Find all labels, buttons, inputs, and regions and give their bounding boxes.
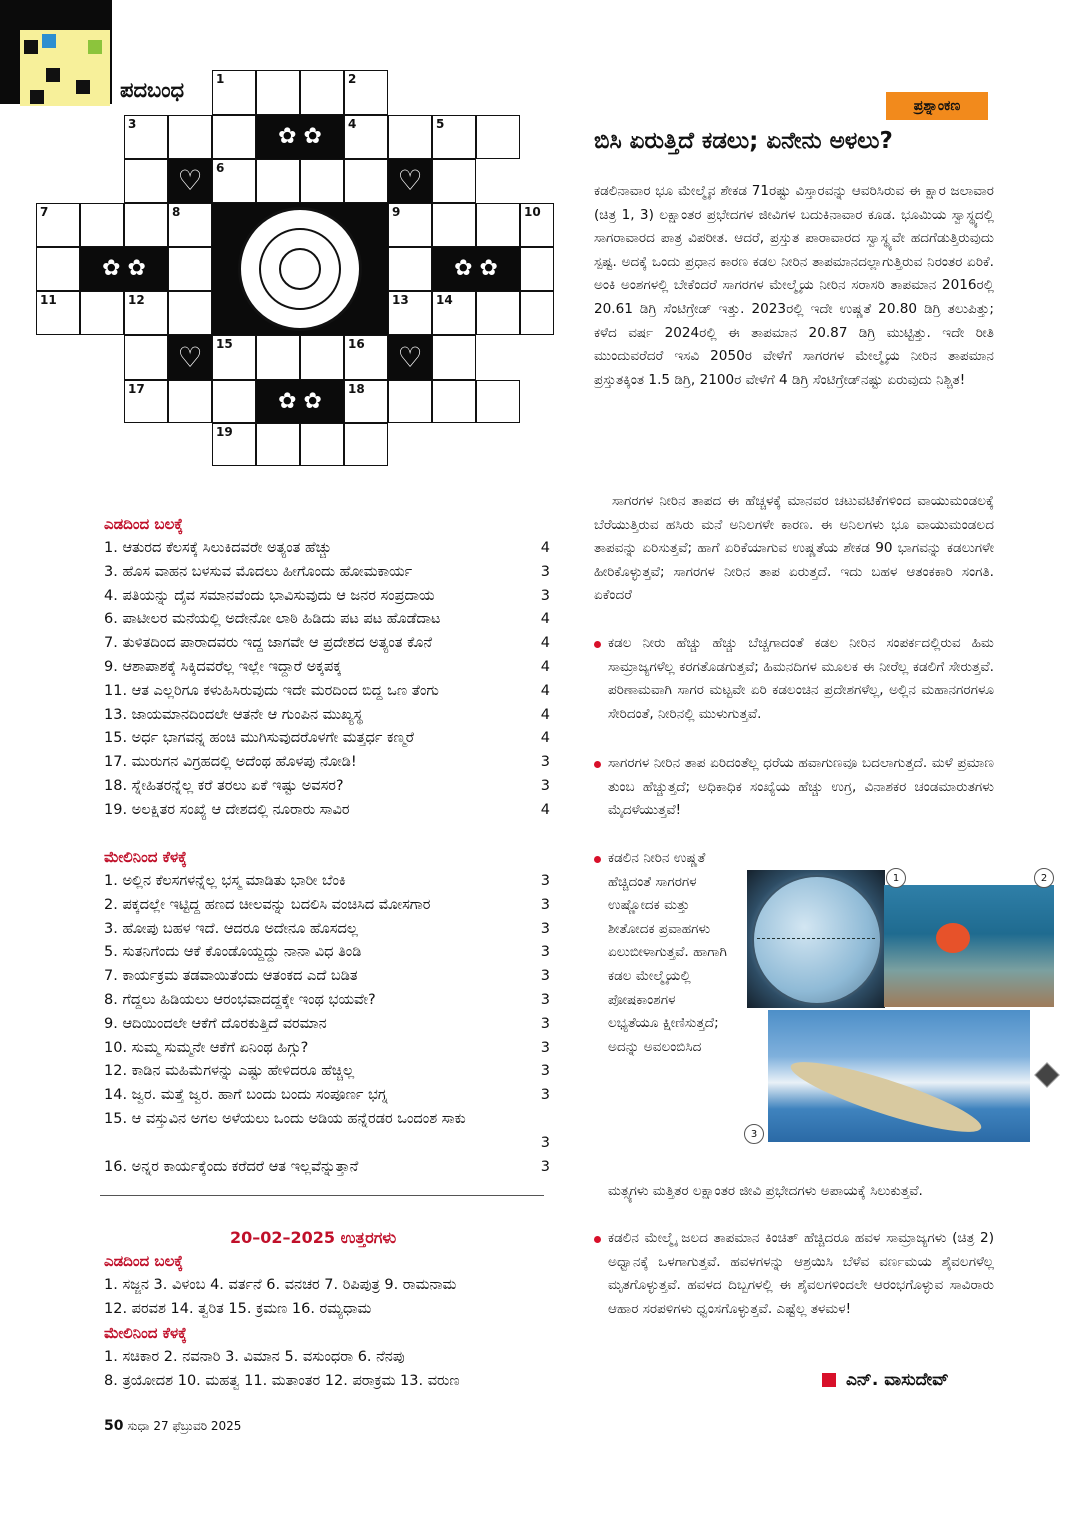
- clue-length: 4: [540, 611, 550, 628]
- clue-text: 9. ಆಶಾಪಾಶಕ್ಕೆ ಸಿಕ್ಕಿದವರೆಲ್ಲ ಇಲ್ಲೇ ಇದ್ದಾರೆ ಅಕ್ಕಪಕ್ಕ: [104, 658, 342, 675]
- clue-number: 4: [348, 117, 357, 131]
- answers-line: 12. ಪರವಶ 14. ತ್ವರಿತ 15. ಕ್ರಮಣ 16. ರಮ್ಯಧಾಮ: [104, 1301, 372, 1317]
- clue-item: [104, 1060, 550, 1084]
- answers-line: 1. ಸಚಿಕಾರ 2. ನವನಾರಿ 3. ವಿಮಾನ 5. ವಸುಂಧರಾ 6. ನೆನಪು: [104, 1349, 405, 1365]
- clue-length: 3: [540, 1015, 550, 1032]
- grid-cell[interactable]: [124, 335, 168, 380]
- decorative-block: [256, 380, 344, 423]
- grid-cell[interactable]: [256, 159, 300, 203]
- clue-item: [104, 656, 550, 680]
- clue-text: 17. ಮುರುಗನ ವಿಗ್ರಹದಲ್ಲಿ ಅದೆಂಥ ಹೊಳಪು ನೋಡಿ!: [104, 754, 357, 771]
- grid-cell[interactable]: [388, 380, 432, 423]
- grid-cell[interactable]: [344, 423, 388, 466]
- grid-cell[interactable]: [432, 203, 476, 247]
- clue-text: 18. ಸ್ನೇಹಿತರನ್ನೆಲ್ಲ ಕರೆ ತರಲು ಏಕೆ ಇಷ್ಟು ಅವಸರ?: [104, 777, 344, 794]
- grid-cell[interactable]: [520, 203, 554, 247]
- across-clue-list: [104, 537, 550, 823]
- fish-image: [936, 923, 970, 953]
- bullet-text: ಕಡಲಿನ ಮೇಲ್ಮೈ ಜಲದ ತಾಪಮಾನ ಕಿಂಚಿತ್ ಹೆಚ್ಚಿದರೂ ಹವಳ ಸಾಮ್ರಾಜ್ಯಗಳು (ಚಿತ್ರ 2) ಅಧ್ವಾನಕ್ಕೆ ಒಳಗಾಗುತ್ತವೆ. ಹವಳಗಳನ್ನು ಆಶ್ರಯಿಸಿ ಬೆಳೆವ ವರ್ಣಮಯ ಶೈವಲಗಳೆಲ್ಲ ಮೃತಗೊಳ್ಳುತ್ತವೆ. ಹವಳದ ದಿಬ್ಬಗಳಲ್ಲಿ ಈ ಶೈವಲಗಳಿಂದಲೇ ಆರಂಭಗೊಳ್ಳುವ ಸಾವಿರಾರು ಆಹಾರ ಸರಪಳಿಗಳು ಧ್ವಂಸಗೊಳ್ಳುತ್ತವೆ. ಎಷ್ಟೆಲ್ಲ ತಳಮಳ!: [608, 1230, 994, 1317]
- clue-text: 15. ಆ ವಸ್ತುವಿನ ಅಗಲ ಅಳೆಯಲು ಒಂದು ಅಡಿಯ ಹನ್ನೆರಡರ ಒಂದಂಶ ಸಾಕು: [104, 1110, 466, 1127]
- centre-ornament: [212, 203, 388, 335]
- answers-line: 1. ಸಜ್ಜನ 3. ವಿಳಂಬ 4. ವರ್ತನೆ 6. ವನಚರ 7. ರಿಪಿಪುತ್ರ 9. ರಾಮನಾಮ: [104, 1277, 457, 1293]
- bullet-text: ಸಾಗರಗಳ ನೀರಿನ ತಾಪ ಏರಿದಂತೆಲ್ಲ ಧರೆಯ ಹವಾಗುಣವೂ ಬದಲಾಗುತ್ತದೆ. ಮಳೆ ಪ್ರಮಾಣ ತುಂಬ ಹೆಚ್ಚುತ್ತದೆ; ಅಧಿಕಾಧಿಕ ಸಂಖ್ಯೆಯ ಹೆಚ್ಚು ಉಗ್ರ, ವಿನಾಶಕರ ಚಂಡಮಾರುತಗಳು ಮೈದಳೆಯುತ್ತವೆ!: [608, 755, 994, 819]
- grid-cell[interactable]: [476, 380, 520, 423]
- author-byline: [822, 1370, 949, 1390]
- clue-length: 3: [540, 1039, 550, 1056]
- bullet-text: ಕಡಲ ನೀರು ಹೆಚ್ಚು ಹೆಚ್ಚು ಬೆಚ್ಚಗಾದಂತೆ ಕಡಲ ನೀರಿನ ಸಂಪರ್ಕದಲ್ಲಿರುವ ಹಿಮ ಸಾಮ್ರಾಜ್ಯಗಳೆಲ್ಲ ಕರಗತೊಡಗುತ್ತವೆ; ಹಿಮನದಿಗಳ ಮೂಲಕ ಈ ನೀರೆಲ್ಲ ಕಡಲಿಗೆ ಸೇರುತ್ತವೆ. ಪರಿಣಾಮವಾಗಿ ಸಾಗರ ಮಟ್ಟವೇ ಏರಿ ಕಡಲಂಚಿನ ಪ್ರದೇಶಗಳೆಲ್ಲ, ಅಲ್ಲಿನ ಮಹಾನಗರಗಳೂ ಸೇರಿದಂತೆ, ನೀರಿನಲ್ಲಿ ಮುಳುಗುತ್ತವೆ.: [608, 635, 994, 722]
- clue-number: 5: [436, 117, 445, 131]
- clue-number: 2: [348, 72, 357, 86]
- clue-item: [104, 894, 550, 918]
- crop-mark-icon: [1034, 1062, 1059, 1087]
- grid-cell[interactable]: [520, 247, 554, 291]
- grid-cell[interactable]: [476, 291, 520, 335]
- grid-cell[interactable]: [432, 335, 476, 380]
- grid-cell[interactable]: [124, 380, 168, 423]
- clue-text: 7. ಕಾರ್ಯಕ್ರಮ ತಡವಾಯಿತೆಂದು ಆತಂಕದ ಎದೆ ಬಡಿತ: [104, 968, 358, 985]
- clue-length: 3: [540, 896, 550, 913]
- article-paragraph: ಕಡಲಿನಾವಾರ ಭೂ ಮೇಲ್ಮೈನ ಶೇಕಡ 71ರಷ್ಟು ವಿಸ್ತಾರವನ್ನು ಆವರಿಸಿರುವ ಈ ಕ್ಷಾರ ಜಲಾವಾರ (ಚಿತ್ರ 1, 3) ಲಕ್ಷಾಂತರ ಪ್ರಭೇದಗಳ ಜೀವಿಗಳ ಬದುಕಿನಾವಾರ ಕೂಡ. ಭೂಮಿಯ ಸ್ವಾಸ್ಥ್ಯದಲ್ಲಿ ಸಾಗರಾವಾರದ ಪಾತ್ರ ವಿಪರೀತ. ಆದರೆ, ಪ್ರಸ್ತುತ ಪಾರಾವಾರದ ಸ್ವಾಸ್ಥ್ಯವೇ ಹದಗೆಡುತ್ತಿರುವುದು ಸ್ಪಷ್ಟ. ಅದಕ್ಕೆ ಒಂದು ಪ್ರಧಾನ ಕಾರಣ ಕಡಲ ನೀರಿನ ತಾಪಮಾನದಲ್ಲಾಗುತ್ತಿರುವ ನಿರಂತರ ಏರಿಕೆ. ಅಂಕಿ ಅಂಶಗಳಲ್ಲಿ ಬೇಕೆಂದರೆ ಸಾಗರಗಳ ಮೇಲ್ಮೈಯ ನೀರಿನ ಸರಾಸರಿ ತಾಪಮಾನ 2016ರಲ್ಲಿ 20.61 ಡಿಗ್ರಿ ಸೆಂಟಿಗ್ರೇಡ್ ಇತ್ತು. 2023ರಲ್ಲಿ ಇದೇ ಉಷ್ಣತೆ 20.80 ಡಿಗ್ರಿ ತಲುಪಿತ್ತು; ಕಳೆದ ವರ್ಷ 2024ರಲ್ಲಿ ಈ ತಾಪಮಾನ 20.87 ಡಿಗ್ರಿ ಮುಟ್ಟಿತ್ತು. ಇದೇ ರೀತಿ ಮುಂದುವರೆದರೆ ಇಸವಿ 2050ರ ವೇಳೆಗೆ ಸಾಗರಗಳ ಮೇಲ್ಮೈಯ ನೀರಿನ ತಾಪಮಾನ ಪ್ರಸ್ತುತಕ್ಕಿಂತ 1.5 ಡಿಗ್ರಿ, 2100ರ ವೇಳೆಗೆ 4 ಡಿಗ್ರಿ ಸೆಂಟಿಗ್ರೇಡ್‌ನಷ್ಟು ಏರುವುದು ನಿಶ್ಚಿತ!: [594, 183, 994, 388]
- grid-cell[interactable]: [432, 159, 476, 203]
- clue-number: 3: [128, 117, 137, 131]
- clue-length: 3: [540, 777, 550, 794]
- clue-text: 16. ಅನ್ನರ ಕಾರ್ಯಕ್ಕೆಂದು ಕರೆದರೆ ಆತ ಇಲ್ಲವೆನ್ನುತ್ತಾನೆ: [104, 1158, 359, 1175]
- grid-cell[interactable]: [124, 291, 168, 335]
- clue-item: [104, 632, 550, 656]
- clue-number: 1: [216, 72, 225, 86]
- flower-icon: ✿ ✿: [278, 388, 322, 414]
- crossword-grid: [36, 70, 554, 466]
- grid-cell[interactable]: [476, 203, 520, 247]
- clue-length: 3: [540, 1063, 550, 1080]
- clue-length: 4: [540, 658, 550, 675]
- grid-cell[interactable]: [388, 291, 432, 335]
- clue-length: 3: [540, 1134, 550, 1151]
- decorative-block: [256, 115, 344, 159]
- clue-length: 4: [540, 540, 550, 556]
- grid-cell[interactable]: [520, 291, 554, 335]
- grid-cell[interactable]: [212, 159, 256, 203]
- clue-item: [104, 799, 550, 823]
- article-bullet: [594, 847, 734, 1059]
- clue-item: [104, 561, 550, 585]
- grid-cell[interactable]: [124, 203, 168, 247]
- answers-down-heading: ಮೇಲಿನಿಂದ ಕೆಳಕ್ಕೆ: [104, 1324, 187, 1342]
- decorative-block: [168, 335, 212, 380]
- bullet-dot: [594, 1236, 601, 1243]
- decorative-block: [432, 247, 520, 291]
- island-image: [786, 1050, 987, 1142]
- clue-text: 11. ಆತ ಎಲ್ಲರಿಗೂ ಕಳುಹಿಸಿರುವುದು ಇದೇ ಮರದಿಂದ ಬಿದ್ದ ಒಣ ತೆಂಗು: [104, 682, 439, 699]
- clue-item: [104, 727, 550, 751]
- clue-item: [104, 1108, 550, 1156]
- clue-number: 18: [348, 382, 365, 396]
- grid-cell[interactable]: [168, 247, 212, 291]
- grid-cell[interactable]: [388, 203, 432, 247]
- clue-length: 3: [540, 754, 550, 771]
- grid-cell[interactable]: [80, 203, 124, 247]
- clue-text: 15. ಅರ್ಧ ಭಾಗವನ್ನ ಹಂಚಿ ಮುಗಿಸುವುದರೊಳಗೇ ಮತ್ತರ್ಧ ಕಣ್ಮರೆ: [104, 730, 414, 747]
- ornament-disc: [238, 207, 362, 331]
- grid-cell[interactable]: [80, 291, 124, 335]
- clue-item: [104, 585, 550, 609]
- down-heading: ಮೇಲಿನಿಂದ ಕೆಳಕ್ಕೆ: [104, 848, 187, 866]
- clue-text: 10. ಸುಮ್ಮ ಸುಮ್ಮನೇ ಆಕೆಗೆ ಏನಿಂಥ ಹಿಗ್ಗು?: [104, 1039, 309, 1056]
- grid-cell[interactable]: [300, 159, 344, 203]
- issue-date: 27 ಫೆಬ್ರುವರಿ 2025: [153, 1419, 242, 1433]
- article-headline: ಬಿಸಿ ಏರುತ್ತಿದೆ ಕಡಲು; ಏನೇನು ಅಳಲು?: [594, 128, 893, 154]
- flower-icon: ✿ ✿: [454, 256, 498, 281]
- grid-cell[interactable]: [212, 70, 256, 115]
- clue-text: 5. ಸುತನಿಗೆಂದು ಆಕೆ ಕೊಂಡೊಯ್ದದ್ದು ನಾನಾ ವಿಧ ತಿಂಡಿ: [104, 944, 362, 961]
- bullet-text: ಕಡಲಿನ ನೀರಿನ ಉಷ್ಣತೆ ಹೆಚ್ಚಿದಂತೆ ಸಾಗರಗಳ ಉಷ್ಣೋದಕ ಮತ್ತು ಶೀತೋದಕ ಪ್ರವಾಹಗಳು ಏಲುಬೀಳಾಗುತ್ತವೆ. ಹಾಗಾಗಿ ಕಡಲ ಮೇಲ್ಮೈಯಲ್ಲಿ ಪೋಷಕಾಂಶಗಳ ಲಭ್ಯತೆಯೂ ಕ್ಷೀಣಿಸುತ್ತದೆ; ಅದನ್ನು ಅವಲಂಬಿಸಿದ: [608, 850, 727, 1055]
- clue-number: 14: [436, 293, 453, 307]
- clue-text: 19. ಅಲಕ್ಷಿತರ ಸಂಖ್ಯೆ ಆ ದೇಶದಲ್ಲಿ ನೂರಾರು ಸಾವಿರ: [104, 801, 350, 818]
- bullet-continuation: ಮತ್ಸ್ಯಗಳು ಮತ್ತಿತರ ಲಕ್ಷಾಂತರ ಜೀವಿ ಪ್ರಭೇದಗಳು ಅಪಾಯಕ್ಕೆ ಸಿಲುಕುತ್ತವೆ.: [608, 1183, 923, 1199]
- grid-cell[interactable]: [124, 115, 168, 159]
- clue-length: 4: [540, 801, 550, 818]
- clue-text: 3. ಹೋಪು ಬಹಳ ಇದೆ. ಆದರೂ ಅದೇನೂ ಹೊಸದಲ್ಲ: [104, 920, 358, 937]
- clue-item: [104, 775, 550, 799]
- figure-atoll-aerial: [768, 1010, 1030, 1142]
- clue-item: [104, 608, 550, 632]
- grid-cell[interactable]: [36, 291, 80, 335]
- bullet-dot: [594, 641, 601, 648]
- clue-text: 13. ಜಾಯಮಾನದಿಂದಲೇ ಆತನೇ ಆ ಗುಂಪಿನ ಮುಖ್ಯಸ್ಥ: [104, 706, 363, 723]
- clue-length: 4: [540, 635, 550, 652]
- clue-length: 3: [540, 587, 550, 604]
- logo-square: [42, 34, 56, 48]
- clue-item: [104, 537, 550, 561]
- clue-item: [104, 918, 550, 942]
- author-name: ಎನ್. ವಾಸುದೇವ್: [846, 1370, 949, 1390]
- grid-cell[interactable]: [168, 115, 212, 159]
- grid-cell[interactable]: [256, 423, 300, 466]
- grid-cell[interactable]: [300, 70, 344, 115]
- equator-line: [757, 938, 875, 940]
- figure-label: 1: [886, 868, 906, 888]
- grid-cell[interactable]: [432, 380, 476, 423]
- grid-cell[interactable]: [432, 115, 476, 159]
- clue-length: 3: [540, 920, 550, 937]
- clue-item: [104, 680, 550, 704]
- clue-text: 1. ಆತುರದ ಕೆಲಸಕ್ಕೆ ಸಿಲುಕಿದವರೇ ಅತ್ಯಂತ ಹೆಚ್ಚು: [104, 540, 332, 556]
- byline-marker: [822, 1373, 836, 1387]
- across-heading: ಎಡದಿಂದ ಬಲಕ್ಕೆ: [104, 515, 184, 533]
- answers-line: 8. ತ್ರಯೋದಶ 10. ಮಹತ್ವ 11. ಮತಾಂತರ 12. ಪರಾಕ್ರಮ 13. ವರುಣ: [104, 1373, 460, 1389]
- clue-length: 3: [540, 563, 550, 580]
- ornament-ring: [279, 248, 321, 290]
- clue-item: [104, 1084, 550, 1108]
- puzzle-title: ಪದಬಂಧ: [120, 78, 185, 102]
- heart-icon: ♡: [177, 340, 203, 374]
- grid-cell[interactable]: [36, 247, 80, 291]
- clue-item: [104, 1156, 550, 1180]
- logo-square: [88, 40, 102, 54]
- clue-number: 15: [216, 337, 233, 351]
- grid-cell[interactable]: [168, 291, 212, 335]
- clue-number: 17: [128, 382, 145, 396]
- page-number: 50: [104, 1418, 124, 1434]
- section-tag: ಪ್ರಶ್ನಾಂಕಣ: [886, 92, 988, 120]
- clue-text: 1. ಅಲ್ಲಿನ ಕೆಲಸಗಳನ್ನೆಲ್ಲ ಭಸ್ಮ ಮಾಡಿತು ಭಾರೀ ಬೆಂಕಿ: [104, 873, 346, 889]
- grid-cell[interactable]: [432, 291, 476, 335]
- grid-cell[interactable]: [168, 203, 212, 247]
- answers-down: [104, 1345, 544, 1393]
- article-bullet: [594, 1227, 994, 1321]
- clue-text: 6. ಪಾಟೀಲರ ಮನೆಯಲ್ಲಿ ಅದೇನೋ ಲಾಠಿ ಹಿಡಿದು ಪಟ ಪಟ ಹೊಡೆದಾಟ: [104, 611, 441, 628]
- divider: [100, 1195, 544, 1196]
- grid-cell[interactable]: [388, 247, 432, 291]
- grid-cell[interactable]: [212, 335, 256, 380]
- grid-cell[interactable]: [168, 380, 212, 423]
- clue-length: 3: [540, 991, 550, 1008]
- clue-text: 14. ಜ್ವರ. ಮತ್ತೆ ಜ್ವರ. ಹಾಗೆ ಬಂದು ಬಂದು ಸಂಪೂರ್ಣ ಭಗ್ನ: [104, 1087, 388, 1104]
- clue-length: 3: [540, 944, 550, 961]
- clue-text: 7. ತುಳಿತದಿಂದ ಪಾರಾದವರು ಇದ್ದ ಜಾಗವೇ ಆ ಪ್ರದೇಶದ ಅತ್ಯಂತ ಕೊನೆ: [104, 635, 433, 652]
- grid-cell[interactable]: [212, 380, 256, 423]
- clue-item: [104, 704, 550, 728]
- article-paragraph: ಸಾಗರಗಳ ನೀರಿನ ತಾಪದ ಈ ಹೆಚ್ಚಳಕ್ಕೆ ಮಾನವರ ಚಟುವಟಿಕೆಗಳಿಂದ ವಾಯುಮಂಡಲಕ್ಕೆ ಬೆರೆಯುತ್ತಿರುವ ಹಸಿರು ಮನೆ ಅನಿಲಗಳೇ ಕಾರಣ. ಈ ಅನಿಲಗಳು ಭೂ ವಾಯುಮಂಡಲದ ತಾಪವನ್ನು ಏರಿಸುತ್ತವೆ; ಹಾಗೆ ಏರಿಕೆಯಾಗುವ ಉಷ್ಣತೆಯ ಶೇಕಡ 90 ಭಾಗವನ್ನು ಕಡಲುಗಳೇ ಹೀರಿಕೊಳ್ಳುತ್ತವೆ; ಸಾಗರಗಳ ನೀರಿನ ತಾಪ ಏರುತ್ತದೆ. ಇದು ಬಹಳ ಆತಂಕಕಾರಿ ಸಂಗತಿ. ಏಕೆಂದರೆ: [594, 493, 994, 604]
- clue-number: 19: [216, 425, 233, 439]
- figure-label: 2: [1034, 868, 1054, 888]
- heart-icon: ♡: [397, 340, 423, 374]
- grid-cell[interactable]: [124, 159, 168, 203]
- clue-item: [104, 1037, 550, 1061]
- page-footer: [104, 1418, 241, 1434]
- grid-cell[interactable]: [36, 203, 80, 247]
- down-clue-list: [104, 870, 550, 1179]
- clue-text: 9. ಆದಿಯಿಂದಲೇ ಆಕೆಗೆ ದೊರಕುತ್ತಿದೆ ವರಮಾನ: [104, 1015, 327, 1032]
- clue-length: 3: [540, 968, 550, 985]
- flower-icon: ✿ ✿: [278, 124, 322, 149]
- clue-length: 4: [540, 730, 550, 747]
- decorative-block: [80, 247, 168, 291]
- clue-number: 16: [348, 337, 365, 351]
- figure-coral-reef: [884, 885, 1054, 1007]
- clue-item: [104, 989, 550, 1013]
- clue-item: [104, 870, 550, 894]
- answers-title: 20–02–2025 ಉತ್ತರಗಳು: [230, 1228, 397, 1247]
- answers-across: [104, 1273, 544, 1321]
- clue-length: 3: [540, 1158, 550, 1175]
- magazine-name: ಸುಧಾ: [127, 1419, 150, 1433]
- clue-length: 4: [540, 706, 550, 723]
- clue-item: [104, 1013, 550, 1037]
- grid-cell[interactable]: [212, 115, 256, 159]
- grid-cell[interactable]: [344, 380, 388, 423]
- decorative-block: [388, 335, 432, 380]
- grid-cell[interactable]: [388, 115, 432, 159]
- grid-cell[interactable]: [344, 335, 388, 380]
- clue-number: 10: [524, 205, 541, 219]
- clue-number: 8: [172, 205, 181, 219]
- flower-icon: ✿ ✿: [102, 256, 146, 281]
- heart-icon: ♡: [177, 164, 203, 197]
- clue-length: 3: [540, 873, 550, 889]
- bullet-dot: [594, 856, 601, 863]
- answers-across-heading: ಎಡದಿಂದ ಬಲಕ್ಕೆ: [104, 1252, 184, 1270]
- grid-cell[interactable]: [344, 159, 388, 203]
- grid-cell[interactable]: [256, 70, 300, 115]
- article-bullet: [594, 752, 994, 823]
- clue-text: 3. ಹೊಸ ವಾಹನ ಬಳಸುವ ಮೊದಲು ಹೀಗೊಂದು ಹೋಮಕಾರ್ಯ: [104, 563, 413, 580]
- decorative-block: [168, 159, 212, 203]
- decorative-block: [388, 159, 432, 203]
- logo-square: [24, 40, 38, 54]
- clue-number: 12: [128, 293, 145, 307]
- clue-item: [104, 965, 550, 989]
- clue-text: 4. ಪತಿಯನ್ನು ದೈವ ಸಮಾನವೆಂದು ಭಾವಿಸುವುದು ಆ ಜನರ ಸಂಪ್ರದಾಯ: [104, 587, 435, 604]
- globe-image: [752, 875, 882, 1005]
- clue-length: 3: [540, 1087, 550, 1104]
- grid-cell[interactable]: [300, 335, 344, 380]
- clue-number: 13: [392, 293, 409, 307]
- grid-cell[interactable]: [212, 423, 256, 466]
- grid-cell[interactable]: [476, 115, 520, 159]
- bullet-dot: [594, 761, 601, 768]
- grid-cell[interactable]: [344, 115, 388, 159]
- grid-cell[interactable]: [300, 423, 344, 466]
- clue-number: 9: [392, 205, 401, 219]
- clue-number: 11: [40, 293, 57, 307]
- article-bullet: [594, 632, 994, 726]
- figure-earth-ocean: [747, 870, 885, 1008]
- clue-number: 7: [40, 205, 49, 219]
- clue-text: 8. ಗೆದ್ದಲು ಹಿಡಿಯಲು ಆರಂಭವಾದದ್ದಕ್ಕೇ ಇಂಥ ಭಯವೇ?: [104, 991, 376, 1008]
- clue-number: 6: [216, 161, 225, 175]
- grid-cell[interactable]: [256, 335, 300, 380]
- clue-length: 4: [540, 682, 550, 699]
- heart-icon: ♡: [397, 164, 423, 197]
- clue-text: 2. ಪಕ್ಕದಲ್ಲೇ ಇಟ್ಟಿದ್ದ ಹಣದ ಚೀಲವನ್ನು ಬದಲಿಸಿ ವಂಚಿಸಿದ ಮೋಸಗಾರ: [104, 896, 431, 913]
- grid-cell[interactable]: [344, 70, 388, 115]
- figure-label: 3: [744, 1124, 764, 1144]
- clue-item: [104, 751, 550, 775]
- clue-text: 12. ಕಾಡಿನ ಮಹಿಮೆಗಳನ್ನು ಎಷ್ಟು ಹೇಳಿದರೂ ಹೆಚ್ಚಿಲ್ಲ: [104, 1063, 355, 1080]
- clue-item: [104, 941, 550, 965]
